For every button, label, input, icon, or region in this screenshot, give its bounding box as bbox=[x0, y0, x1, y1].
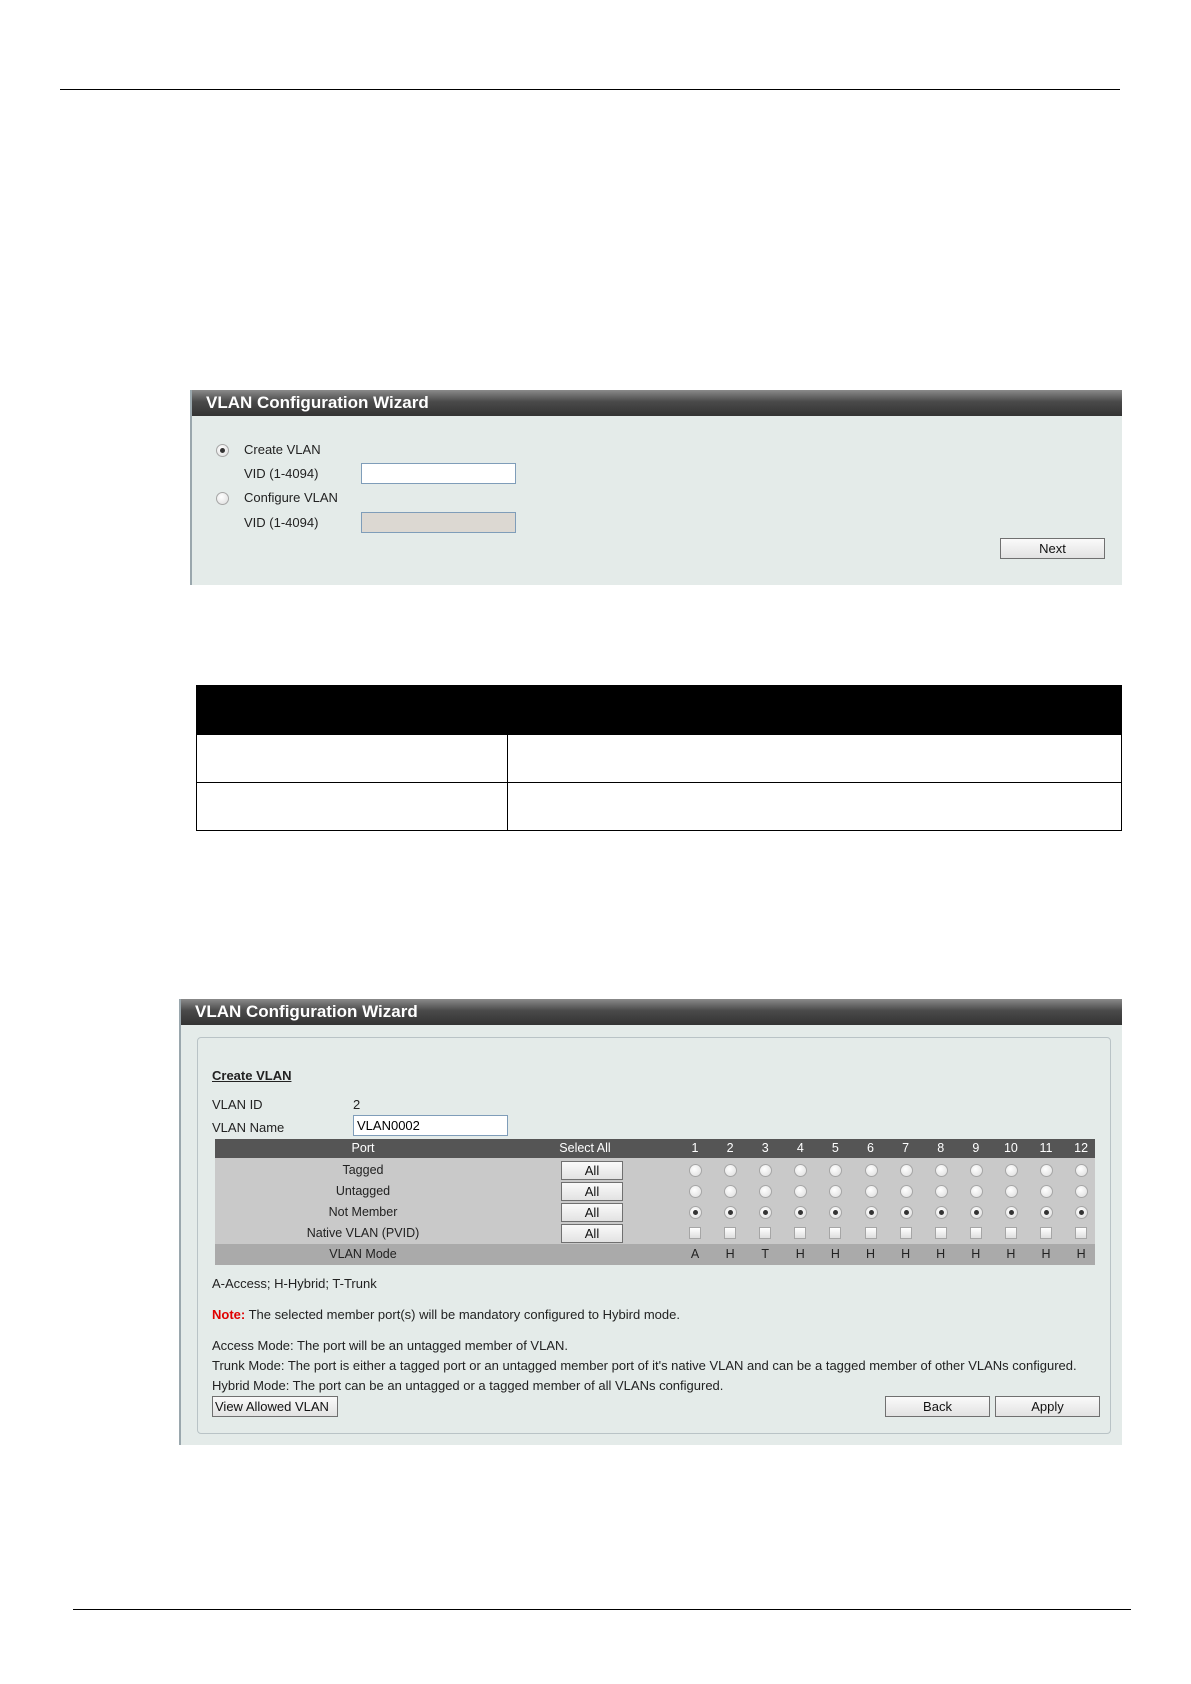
table-row bbox=[197, 783, 1122, 831]
port-10-radio[interactable] bbox=[1005, 1185, 1018, 1198]
port-9-radio[interactable] bbox=[970, 1185, 983, 1198]
membership-row-label: Native VLAN (PVID) bbox=[306, 1226, 420, 1240]
port-12-radio[interactable] bbox=[1075, 1206, 1088, 1219]
footer-rule bbox=[73, 1609, 1131, 1610]
port-membership-table bbox=[215, 1139, 1095, 1265]
port-8-radio[interactable] bbox=[935, 1185, 948, 1198]
vlan-mode-row bbox=[215, 1244, 1095, 1265]
configure-vlan-radio[interactable] bbox=[216, 492, 229, 505]
vlan-id-label: VLAN ID bbox=[212, 1097, 263, 1112]
select-all-button[interactable]: All bbox=[561, 1224, 623, 1243]
vlan-mode-value: H bbox=[936, 1247, 946, 1261]
port-header-12: 12 bbox=[1074, 1141, 1089, 1155]
vlan-name-label: VLAN Name bbox=[212, 1120, 285, 1135]
table-cell bbox=[508, 783, 1122, 831]
create-vlan-radio[interactable] bbox=[216, 444, 229, 457]
access-mode-description: Access Mode: The port will be an untagged member of VLAN. bbox=[212, 1338, 569, 1353]
port-9-checkbox[interactable] bbox=[970, 1227, 982, 1239]
port-header: Port bbox=[351, 1141, 375, 1155]
create-vlan-label: Create VLAN bbox=[244, 442, 321, 457]
port-3-radio[interactable] bbox=[759, 1164, 772, 1177]
port-11-radio[interactable] bbox=[1040, 1206, 1053, 1219]
vlan-mode-value: H bbox=[725, 1247, 735, 1261]
port-header-10: 10 bbox=[1003, 1141, 1018, 1155]
vlan-mode-value: T bbox=[761, 1247, 769, 1261]
membership-row-label: Tagged bbox=[342, 1163, 384, 1177]
port-2-radio[interactable] bbox=[724, 1164, 737, 1177]
port-11-radio[interactable] bbox=[1040, 1164, 1053, 1177]
table-header-row bbox=[197, 686, 1122, 735]
vid-label-create: VID (1-4094) bbox=[244, 466, 319, 481]
membership-row bbox=[215, 1160, 1095, 1181]
port-7-radio[interactable] bbox=[900, 1164, 913, 1177]
port-6-radio[interactable] bbox=[865, 1185, 878, 1198]
port-4-radio[interactable] bbox=[794, 1206, 807, 1219]
membership-row bbox=[215, 1202, 1095, 1223]
panel-title: VLAN Configuration Wizard bbox=[192, 390, 1122, 416]
port-9-radio[interactable] bbox=[970, 1206, 983, 1219]
configure-vlan-label: Configure VLAN bbox=[244, 490, 338, 505]
vlan-mode-value: H bbox=[1041, 1247, 1051, 1261]
port-7-checkbox[interactable] bbox=[900, 1227, 912, 1239]
vlan-name-input[interactable] bbox=[353, 1115, 508, 1136]
port-4-radio[interactable] bbox=[794, 1185, 807, 1198]
port-header-3: 3 bbox=[761, 1141, 769, 1155]
port-1-radio[interactable] bbox=[689, 1206, 702, 1219]
port-8-checkbox[interactable] bbox=[935, 1227, 947, 1239]
vlan-mode-label: VLAN Mode bbox=[329, 1247, 397, 1261]
table-cell bbox=[197, 735, 508, 783]
select-all-button[interactable]: All bbox=[561, 1161, 623, 1180]
table-row bbox=[197, 735, 1122, 783]
port-1-radio[interactable] bbox=[689, 1164, 702, 1177]
note-line bbox=[212, 1307, 680, 1322]
port-8-radio[interactable] bbox=[935, 1164, 948, 1177]
vlan-mode-value: H bbox=[865, 1247, 876, 1261]
table-cell bbox=[197, 783, 508, 831]
port-header-2: 2 bbox=[726, 1141, 734, 1155]
port-header-11: 11 bbox=[1039, 1141, 1053, 1155]
next-button[interactable]: Next bbox=[1000, 538, 1105, 559]
port-10-checkbox[interactable] bbox=[1005, 1227, 1017, 1239]
port-1-checkbox[interactable] bbox=[689, 1227, 701, 1239]
table-header-cell bbox=[508, 686, 1122, 735]
port-5-radio[interactable] bbox=[829, 1164, 842, 1177]
port-5-checkbox[interactable] bbox=[829, 1227, 841, 1239]
apply-button[interactable]: Apply bbox=[995, 1396, 1100, 1417]
port-12-radio[interactable] bbox=[1075, 1164, 1088, 1177]
create-vlan-heading: Create VLAN bbox=[212, 1068, 292, 1083]
view-allowed-vlan-button[interactable]: View Allowed VLAN bbox=[212, 1396, 338, 1417]
port-header-4: 4 bbox=[796, 1141, 804, 1155]
table-cell bbox=[508, 735, 1122, 783]
vid-input-configure bbox=[361, 512, 516, 533]
port-header-5: 5 bbox=[831, 1141, 839, 1155]
select-all-button[interactable]: All bbox=[561, 1203, 623, 1222]
port-7-radio[interactable] bbox=[900, 1185, 913, 1198]
port-2-radio[interactable] bbox=[724, 1206, 737, 1219]
port-1-radio[interactable] bbox=[689, 1185, 702, 1198]
port-header-1: 1 bbox=[691, 1141, 699, 1155]
select-all-header: Select All bbox=[559, 1141, 611, 1155]
vid-label-configure: VID (1-4094) bbox=[244, 515, 319, 530]
header-rule bbox=[60, 89, 1120, 90]
port-10-radio[interactable] bbox=[1005, 1206, 1018, 1219]
back-button[interactable]: Back bbox=[885, 1396, 990, 1417]
mode-legend: A-Access; H-Hybrid; T-Trunk bbox=[212, 1276, 377, 1291]
port-5-radio[interactable] bbox=[829, 1185, 842, 1198]
port-8-radio[interactable] bbox=[935, 1206, 948, 1219]
trunk-mode-description: Trunk Mode: The port is either a tagged port or an untagged member port of it's native VLAN and can be a tagged member of other VLANs configured. bbox=[212, 1358, 1077, 1373]
port-6-checkbox[interactable] bbox=[865, 1227, 877, 1239]
port-2-checkbox[interactable] bbox=[724, 1227, 736, 1239]
vlan-mode-value: H bbox=[971, 1247, 981, 1261]
port-11-radio[interactable] bbox=[1040, 1185, 1053, 1198]
vlan-id-value: 2 bbox=[353, 1097, 361, 1112]
port-9-radio[interactable] bbox=[970, 1164, 983, 1177]
port-3-radio[interactable] bbox=[759, 1185, 772, 1198]
port-3-radio[interactable] bbox=[759, 1206, 772, 1219]
create-vlan-fieldset bbox=[197, 1037, 1111, 1434]
port-7-radio[interactable] bbox=[900, 1206, 913, 1219]
vlan-mode-value: H bbox=[830, 1247, 840, 1261]
select-all-button[interactable]: All bbox=[561, 1182, 623, 1201]
port-11-checkbox[interactable] bbox=[1040, 1227, 1052, 1239]
port-header-8: 8 bbox=[937, 1141, 945, 1155]
port-3-checkbox[interactable] bbox=[759, 1227, 771, 1239]
hybrid-mode-description: Hybrid Mode: The port can be an untagged or a tagged member of all VLANs configured. bbox=[212, 1378, 724, 1393]
vid-input-create[interactable] bbox=[361, 463, 516, 484]
port-4-checkbox[interactable] bbox=[794, 1227, 806, 1239]
port-2-radio[interactable] bbox=[724, 1185, 737, 1198]
port-6-radio[interactable] bbox=[865, 1206, 878, 1219]
port-10-radio[interactable] bbox=[1005, 1164, 1018, 1177]
vlan-mode-value: A bbox=[690, 1247, 700, 1261]
vlan-wizard-panel bbox=[190, 390, 1122, 585]
description-table bbox=[196, 685, 1122, 831]
port-header-7: 7 bbox=[902, 1141, 910, 1155]
vlan-mode-value: H bbox=[901, 1247, 911, 1261]
port-table-header bbox=[215, 1139, 1095, 1158]
note-text: The selected member port(s) will be mandatory configured to Hybird mode. bbox=[245, 1307, 680, 1322]
port-12-radio[interactable] bbox=[1075, 1185, 1088, 1198]
panel-title: VLAN Configuration Wizard bbox=[181, 999, 1122, 1025]
vlan-mode-value: H bbox=[1076, 1247, 1086, 1261]
membership-row-label: Not Member bbox=[328, 1205, 398, 1219]
vlan-mode-value: H bbox=[1006, 1247, 1016, 1261]
membership-row-label: Untagged bbox=[335, 1184, 391, 1198]
port-4-radio[interactable] bbox=[794, 1164, 807, 1177]
note-label: Note: bbox=[212, 1307, 246, 1322]
membership-row bbox=[215, 1223, 1095, 1244]
membership-row bbox=[215, 1181, 1095, 1202]
port-5-radio[interactable] bbox=[829, 1206, 842, 1219]
vlan-wizard-create-panel bbox=[179, 999, 1122, 1445]
port-12-checkbox[interactable] bbox=[1075, 1227, 1087, 1239]
table-header-cell bbox=[197, 686, 508, 735]
vlan-mode-value: H bbox=[795, 1247, 805, 1261]
port-header-6: 6 bbox=[867, 1141, 874, 1155]
port-6-radio[interactable] bbox=[865, 1164, 878, 1177]
port-header-9: 9 bbox=[972, 1141, 980, 1155]
